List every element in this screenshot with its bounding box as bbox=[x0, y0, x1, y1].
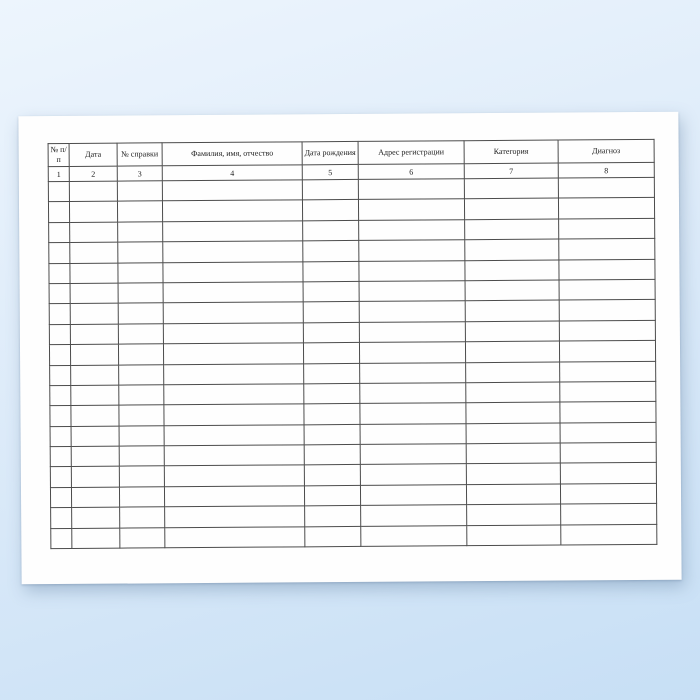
empty-cell bbox=[304, 383, 360, 404]
empty-cell bbox=[71, 467, 119, 488]
empty-cell bbox=[51, 528, 72, 549]
column-header-certificate-number: № справки bbox=[117, 143, 162, 166]
empty-cell bbox=[560, 402, 656, 423]
empty-cell bbox=[359, 321, 465, 342]
empty-cell bbox=[559, 340, 655, 361]
empty-cell bbox=[359, 281, 465, 302]
empty-cell bbox=[163, 323, 303, 344]
empty-cell bbox=[164, 404, 304, 425]
empty-cell bbox=[164, 425, 304, 446]
empty-cell bbox=[48, 181, 69, 202]
column-header-registration-address: Адрес регистрации bbox=[358, 141, 464, 165]
empty-cell bbox=[360, 383, 466, 404]
empty-cell bbox=[119, 466, 164, 487]
empty-cell bbox=[304, 404, 360, 425]
empty-cell bbox=[466, 362, 560, 383]
empty-cell bbox=[303, 343, 359, 364]
empty-cell bbox=[120, 507, 165, 528]
column-number: 2 bbox=[69, 166, 117, 181]
empty-cell bbox=[303, 281, 359, 302]
empty-cell bbox=[304, 445, 360, 466]
empty-cell bbox=[69, 181, 117, 202]
empty-cell bbox=[359, 260, 465, 281]
empty-cell bbox=[50, 406, 71, 427]
empty-cell bbox=[118, 222, 163, 243]
empty-cell bbox=[466, 402, 560, 423]
empty-cell bbox=[304, 363, 360, 384]
empty-cell bbox=[360, 403, 466, 424]
empty-cell bbox=[559, 279, 655, 300]
column-number: 1 bbox=[48, 166, 69, 181]
empty-cell bbox=[119, 405, 164, 426]
empty-cell bbox=[49, 263, 70, 284]
empty-cell bbox=[70, 242, 118, 263]
empty-cell bbox=[50, 467, 71, 488]
empty-cell bbox=[304, 424, 360, 445]
empty-cell bbox=[465, 280, 559, 301]
empty-cell bbox=[49, 345, 70, 366]
empty-cell bbox=[561, 504, 657, 525]
empty-cell bbox=[302, 179, 358, 200]
empty-cell bbox=[164, 486, 304, 507]
empty-cell bbox=[71, 405, 119, 426]
empty-cell bbox=[119, 425, 164, 446]
registry-table-body bbox=[48, 177, 657, 548]
column-header-full-name: Фамилия, имя, отчество bbox=[162, 142, 302, 166]
column-header-row-number: № п/п bbox=[48, 143, 69, 166]
empty-cell bbox=[70, 344, 118, 365]
empty-cell bbox=[162, 180, 302, 201]
column-number: 4 bbox=[162, 165, 302, 181]
empty-cell bbox=[561, 524, 657, 545]
empty-cell bbox=[164, 384, 304, 405]
empty-cell bbox=[51, 508, 72, 529]
empty-cell bbox=[465, 341, 559, 362]
empty-cell bbox=[559, 320, 655, 341]
empty-cell bbox=[49, 283, 70, 304]
empty-cell bbox=[118, 242, 163, 263]
empty-cell bbox=[361, 505, 467, 526]
empty-cell bbox=[165, 506, 305, 527]
empty-cell bbox=[118, 303, 163, 324]
empty-cell bbox=[305, 506, 361, 527]
empty-cell bbox=[71, 487, 119, 508]
empty-cell bbox=[49, 324, 70, 345]
empty-cell bbox=[70, 324, 118, 345]
empty-cell bbox=[165, 526, 305, 547]
column-header-category: Категория bbox=[464, 140, 558, 164]
registry-table bbox=[48, 139, 658, 549]
empty-cell bbox=[361, 525, 467, 546]
empty-row bbox=[51, 524, 657, 549]
empty-cell bbox=[303, 302, 359, 323]
empty-cell bbox=[50, 426, 71, 447]
column-number: 6 bbox=[358, 164, 464, 180]
column-header-diagnosis: Диагноз bbox=[558, 139, 654, 163]
empty-cell bbox=[120, 527, 165, 548]
empty-cell bbox=[465, 239, 559, 260]
paper-sheet bbox=[18, 112, 681, 585]
empty-cell bbox=[559, 300, 655, 321]
empty-cell bbox=[163, 282, 303, 303]
empty-cell bbox=[560, 422, 656, 443]
empty-cell bbox=[118, 262, 163, 283]
empty-cell bbox=[72, 507, 120, 528]
empty-cell bbox=[119, 385, 164, 406]
empty-cell bbox=[559, 218, 655, 239]
empty-cell bbox=[50, 365, 71, 386]
empty-cell bbox=[163, 302, 303, 323]
empty-cell bbox=[359, 219, 465, 240]
empty-cell bbox=[467, 504, 561, 525]
empty-cell bbox=[303, 220, 359, 241]
empty-cell bbox=[302, 200, 358, 221]
empty-cell bbox=[560, 483, 656, 504]
empty-cell bbox=[559, 259, 655, 280]
empty-cell bbox=[163, 343, 303, 364]
empty-cell bbox=[164, 363, 304, 384]
empty-cell bbox=[465, 300, 559, 321]
empty-cell bbox=[69, 202, 117, 223]
empty-cell bbox=[464, 198, 558, 219]
empty-cell bbox=[359, 301, 465, 322]
empty-cell bbox=[466, 464, 560, 485]
empty-cell bbox=[358, 179, 464, 200]
empty-cell bbox=[464, 178, 558, 199]
empty-cell bbox=[49, 222, 70, 243]
empty-cell bbox=[117, 181, 162, 202]
empty-cell bbox=[117, 201, 162, 222]
empty-cell bbox=[466, 382, 560, 403]
column-header-date: Дата bbox=[69, 143, 117, 166]
empty-cell bbox=[558, 177, 654, 198]
empty-cell bbox=[118, 283, 163, 304]
empty-cell bbox=[50, 385, 71, 406]
column-header-birth-date: Дата рождения bbox=[302, 141, 358, 164]
empty-cell bbox=[560, 381, 656, 402]
empty-cell bbox=[119, 446, 164, 467]
empty-cell bbox=[119, 487, 164, 508]
empty-cell bbox=[467, 525, 561, 546]
empty-cell bbox=[70, 263, 118, 284]
empty-cell bbox=[48, 202, 69, 223]
empty-cell bbox=[466, 443, 560, 464]
empty-cell bbox=[305, 526, 361, 547]
empty-cell bbox=[119, 364, 164, 385]
empty-cell bbox=[466, 423, 560, 444]
empty-cell bbox=[71, 446, 119, 467]
empty-cell bbox=[162, 200, 302, 221]
empty-cell bbox=[118, 344, 163, 365]
column-number: 8 bbox=[558, 162, 654, 178]
empty-cell bbox=[164, 445, 304, 466]
empty-cell bbox=[70, 283, 118, 304]
empty-cell bbox=[360, 464, 466, 485]
empty-cell bbox=[72, 528, 120, 549]
empty-cell bbox=[70, 222, 118, 243]
empty-cell bbox=[49, 304, 70, 325]
empty-cell bbox=[360, 362, 466, 383]
empty-cell bbox=[360, 485, 466, 506]
empty-cell bbox=[71, 365, 119, 386]
empty-cell bbox=[465, 321, 559, 342]
empty-cell bbox=[303, 322, 359, 343]
empty-cell bbox=[466, 484, 560, 505]
empty-cell bbox=[559, 239, 655, 260]
empty-cell bbox=[304, 485, 360, 506]
empty-cell bbox=[163, 241, 303, 262]
empty-cell bbox=[465, 219, 559, 240]
empty-cell bbox=[70, 303, 118, 324]
empty-cell bbox=[71, 426, 119, 447]
empty-cell bbox=[558, 198, 654, 219]
column-number: 3 bbox=[117, 166, 162, 181]
empty-cell bbox=[164, 465, 304, 486]
empty-cell bbox=[118, 324, 163, 345]
empty-cell bbox=[50, 447, 71, 468]
empty-cell bbox=[360, 444, 466, 465]
empty-cell bbox=[163, 221, 303, 242]
empty-cell bbox=[560, 463, 656, 484]
column-number: 7 bbox=[464, 163, 558, 179]
empty-cell bbox=[560, 442, 656, 463]
empty-cell bbox=[49, 243, 70, 264]
empty-cell bbox=[360, 423, 466, 444]
empty-cell bbox=[465, 260, 559, 281]
empty-cell bbox=[303, 241, 359, 262]
empty-cell bbox=[163, 261, 303, 282]
empty-cell bbox=[359, 342, 465, 363]
empty-cell bbox=[358, 199, 464, 220]
empty-cell bbox=[50, 487, 71, 508]
empty-cell bbox=[71, 385, 119, 406]
column-number: 5 bbox=[302, 164, 358, 179]
empty-cell bbox=[359, 240, 465, 261]
empty-cell bbox=[560, 361, 656, 382]
empty-cell bbox=[303, 261, 359, 282]
empty-cell bbox=[304, 465, 360, 486]
